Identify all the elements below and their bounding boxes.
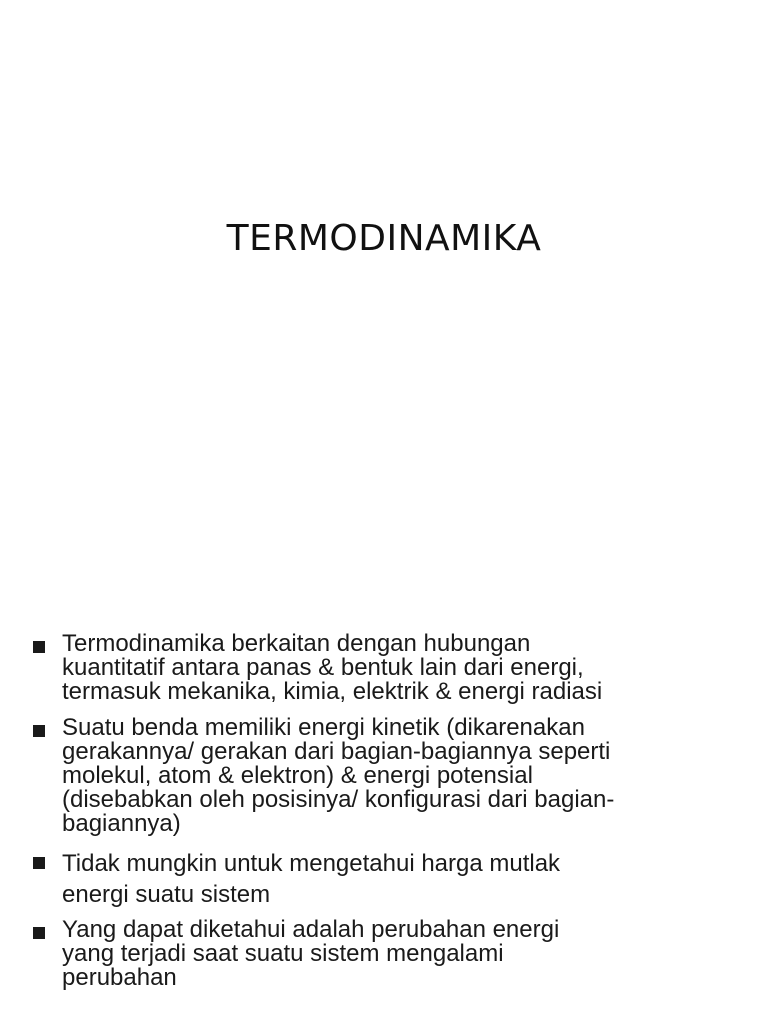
bullet-text: Termodinamika berkaitan dengan hubungan kuantitatif antara panas & bentuk lain dari energi, termasuk mekanika, kimia, elektrik & energi radiasi (62, 630, 603, 705)
square-bullet-icon (33, 927, 45, 939)
bullet-item-3 (30, 848, 720, 910)
bullet-list (30, 632, 720, 1002)
bullet-item-1 (30, 632, 720, 704)
bullet-item-2 (30, 716, 720, 836)
square-bullet-icon (33, 857, 45, 869)
bullet-item-4 (30, 918, 720, 990)
bullet-text: Yang dapat diketahui adalah perubahan energi yang terjadi saat suatu sistem mengalami perubahan (62, 916, 560, 991)
square-bullet-icon (33, 641, 45, 653)
bullet-text: Suatu benda memiliki energi kinetik (dikarenakan gerakannya/ gerakan dari bagian-bagiannya seperti molekul, atom & elektron) & energi potensial (disebabkan oleh posisinya/ konfigurasi dari bagian- bagiannya) (62, 714, 615, 837)
square-bullet-icon (33, 725, 45, 737)
slide-title: TERMODINAMIKA (226, 218, 542, 259)
bullet-text: Tidak mungkin untuk mengetahui harga mutlak energi suatu sistem (62, 850, 561, 908)
